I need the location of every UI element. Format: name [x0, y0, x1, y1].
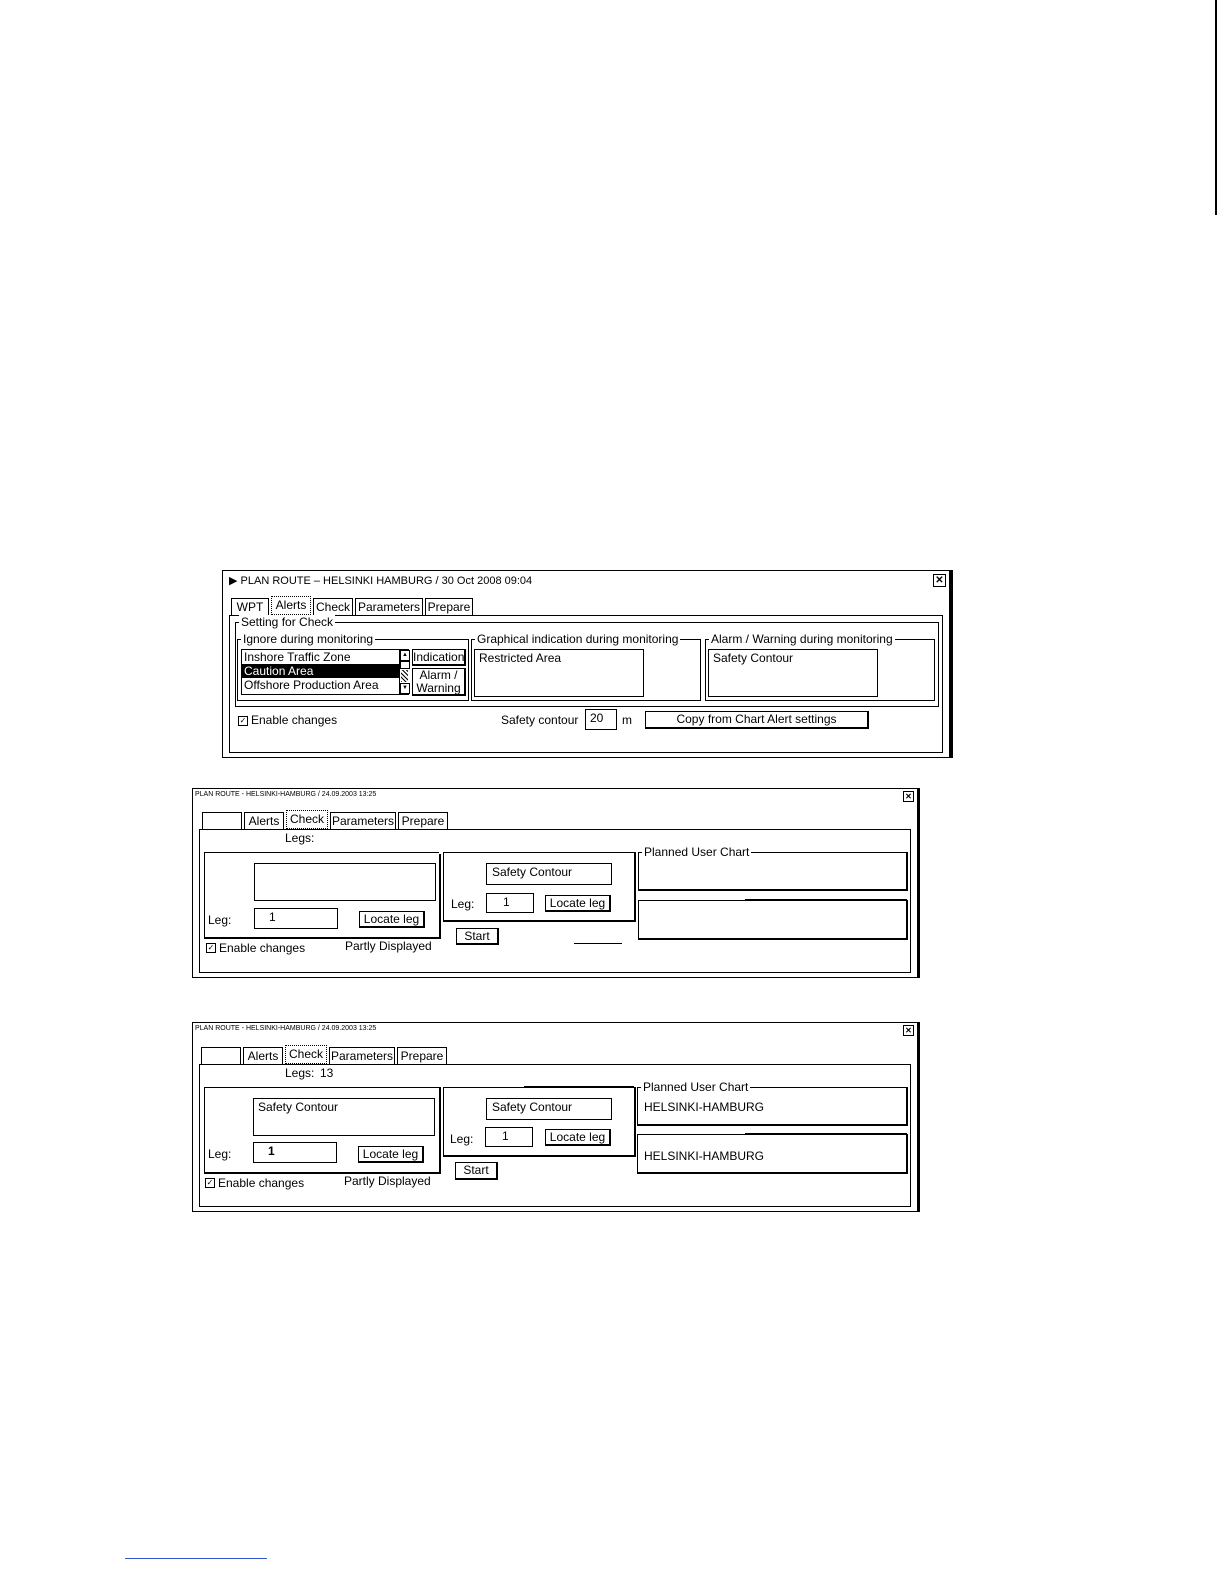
list-item[interactable]: Inshore Traffic Zone [244, 650, 351, 664]
enable-changes-checkbox[interactable]: ✓ [206, 1178, 214, 1187]
safety-contour-input[interactable]: 20 [585, 709, 617, 730]
alarm-warning-group-title: Alarm / Warning during monitoring [711, 632, 893, 646]
tab-blank[interactable] [202, 812, 242, 829]
leg-label: Leg: [451, 897, 475, 911]
list-item-selected[interactable]: Caution Area [242, 664, 408, 678]
indication-button[interactable]: Indication [413, 650, 465, 664]
dialog-title: PLAN ROUTE - HELSINKI-HAMBURG / 24.09.2003 13:25 [195, 791, 377, 798]
close-icon[interactable]: ✕ [903, 1025, 914, 1036]
enable-changes-label: Enable changes [251, 713, 338, 727]
enable-changes-label: Enable changes [219, 941, 306, 955]
scroll-down-icon[interactable]: ▼ [400, 683, 410, 694]
middle-check-field[interactable]: Safety Contour [486, 1098, 612, 1120]
status-line [574, 943, 622, 944]
locate-leg-button[interactable]: Locate leg [359, 911, 425, 928]
tab-check[interactable]: Check [313, 598, 353, 615]
dialog-title-bar [229, 574, 532, 587]
middle-group-title-line [524, 1086, 634, 1087]
enable-changes-checkbox[interactable]: ✓ [239, 716, 247, 725]
tab-parameters[interactable]: Parameters [330, 1049, 394, 1063]
partly-displayed-label: Partly Displayed [345, 939, 432, 953]
middle-check-field[interactable]: Safety Contour [486, 863, 612, 885]
graphical-indication-title: Graphical indication during monitoring [477, 632, 679, 646]
leg-input[interactable]: 1 [486, 893, 534, 913]
leg-input[interactable]: 1 [253, 1142, 337, 1163]
alarm-warning-label-1: Alarm / [419, 668, 458, 682]
list-item[interactable]: Safety Contour [713, 651, 794, 665]
tab-check[interactable]: Check [286, 810, 328, 829]
setting-for-check-title: Setting for Check [241, 615, 334, 629]
scroll-up-icon[interactable]: ▲ [400, 650, 410, 661]
list-item[interactable]: Offshore Production Area [244, 678, 379, 692]
tab-alerts[interactable]: Alerts [243, 1047, 283, 1064]
close-icon[interactable]: ✕ [933, 574, 946, 587]
alarm-warning-button[interactable] [412, 668, 466, 696]
chart-group-2-title-line [745, 1133, 907, 1134]
locate-leg-button[interactable]: Locate leg [545, 895, 611, 912]
leg-label: Leg: [208, 913, 232, 927]
dialog-title: PLAN ROUTE – HELSINKI HAMBURG / 30 Oct 2008 09:04 [240, 575, 533, 587]
leg-input[interactable]: 1 [254, 908, 338, 929]
tab-parameters[interactable]: Parameters [331, 814, 395, 828]
leg-label: Leg: [208, 1147, 232, 1161]
list-item[interactable]: Restricted Area [479, 651, 562, 665]
scroll-track[interactable] [401, 670, 408, 682]
locate-leg-button[interactable]: Locate leg [358, 1146, 424, 1163]
check-result-list[interactable] [254, 863, 436, 901]
leg-label: Leg: [450, 1132, 474, 1146]
enable-changes-label: Enable changes [218, 1176, 305, 1190]
chart-group-2-title-line [745, 899, 907, 900]
safety-contour-unit: m [622, 713, 632, 727]
tab-prepare[interactable]: Prepare [397, 1047, 447, 1064]
dialog-title: PLAN ROUTE - HELSINKI-HAMBURG / 24.09.2003 13:25 [195, 1025, 377, 1032]
plan-route-check-dialog-empty [192, 788, 920, 978]
tab-prepare[interactable]: Prepare [425, 598, 473, 615]
alarm-warning-list[interactable] [708, 649, 878, 697]
ignore-list-scrollbar[interactable] [399, 650, 409, 694]
footer-link-underline[interactable] [125, 1558, 267, 1559]
tab-blank[interactable] [201, 1047, 241, 1064]
leg-input[interactable]: 1 [485, 1127, 533, 1147]
planned-user-chart-title: Planned User Chart [644, 845, 750, 859]
left-group-title-line [285, 852, 439, 853]
close-icon[interactable]: ✕ [903, 791, 914, 802]
tab-alerts[interactable]: Alerts [271, 596, 311, 615]
chart-group-2 [638, 900, 908, 940]
planned-user-chart-value: HELSINKI-HAMBURG [644, 1100, 765, 1114]
chart-group-2-value: HELSINKI-HAMBURG [644, 1149, 765, 1163]
legs-label: Legs: [285, 1066, 315, 1080]
enable-changes-checkbox[interactable]: ✓ [207, 943, 215, 952]
planned-user-chart-title: Planned User Chart [643, 1080, 749, 1094]
tab-alerts[interactable]: Alerts [244, 812, 284, 829]
start-button[interactable]: Start [456, 928, 499, 945]
start-button[interactable]: Start [455, 1162, 498, 1180]
scroll-thumb[interactable] [400, 661, 410, 669]
plan-route-alerts-dialog [222, 570, 953, 758]
tab-check[interactable]: Check [285, 1045, 327, 1064]
partly-displayed-label: Partly Displayed [344, 1174, 431, 1188]
tab-parameters[interactable]: Parameters [355, 598, 423, 615]
safety-contour-label: Safety contour [501, 713, 579, 727]
alarm-warning-label-2: Warning [416, 681, 461, 695]
graphical-indication-list[interactable] [474, 649, 644, 697]
copy-chart-alert-settings-button[interactable]: Copy from Chart Alert settings [645, 711, 869, 729]
ignore-list[interactable] [241, 649, 409, 695]
legs-value: 13 [320, 1066, 334, 1080]
tab-wpt[interactable]: WPT [231, 598, 269, 615]
check-result-list[interactable]: Safety Contour [253, 1098, 435, 1136]
locate-leg-button[interactable]: Locate leg [545, 1129, 611, 1146]
plan-route-check-dialog-results [192, 1022, 920, 1212]
expand-arrow-icon[interactable]: ▶ [229, 575, 238, 587]
page-right-rule [1215, 0, 1217, 215]
tab-prepare[interactable]: Prepare [398, 812, 448, 829]
ignore-group-title: Ignore during monitoring [243, 632, 374, 646]
legs-label: Legs: [285, 831, 315, 845]
